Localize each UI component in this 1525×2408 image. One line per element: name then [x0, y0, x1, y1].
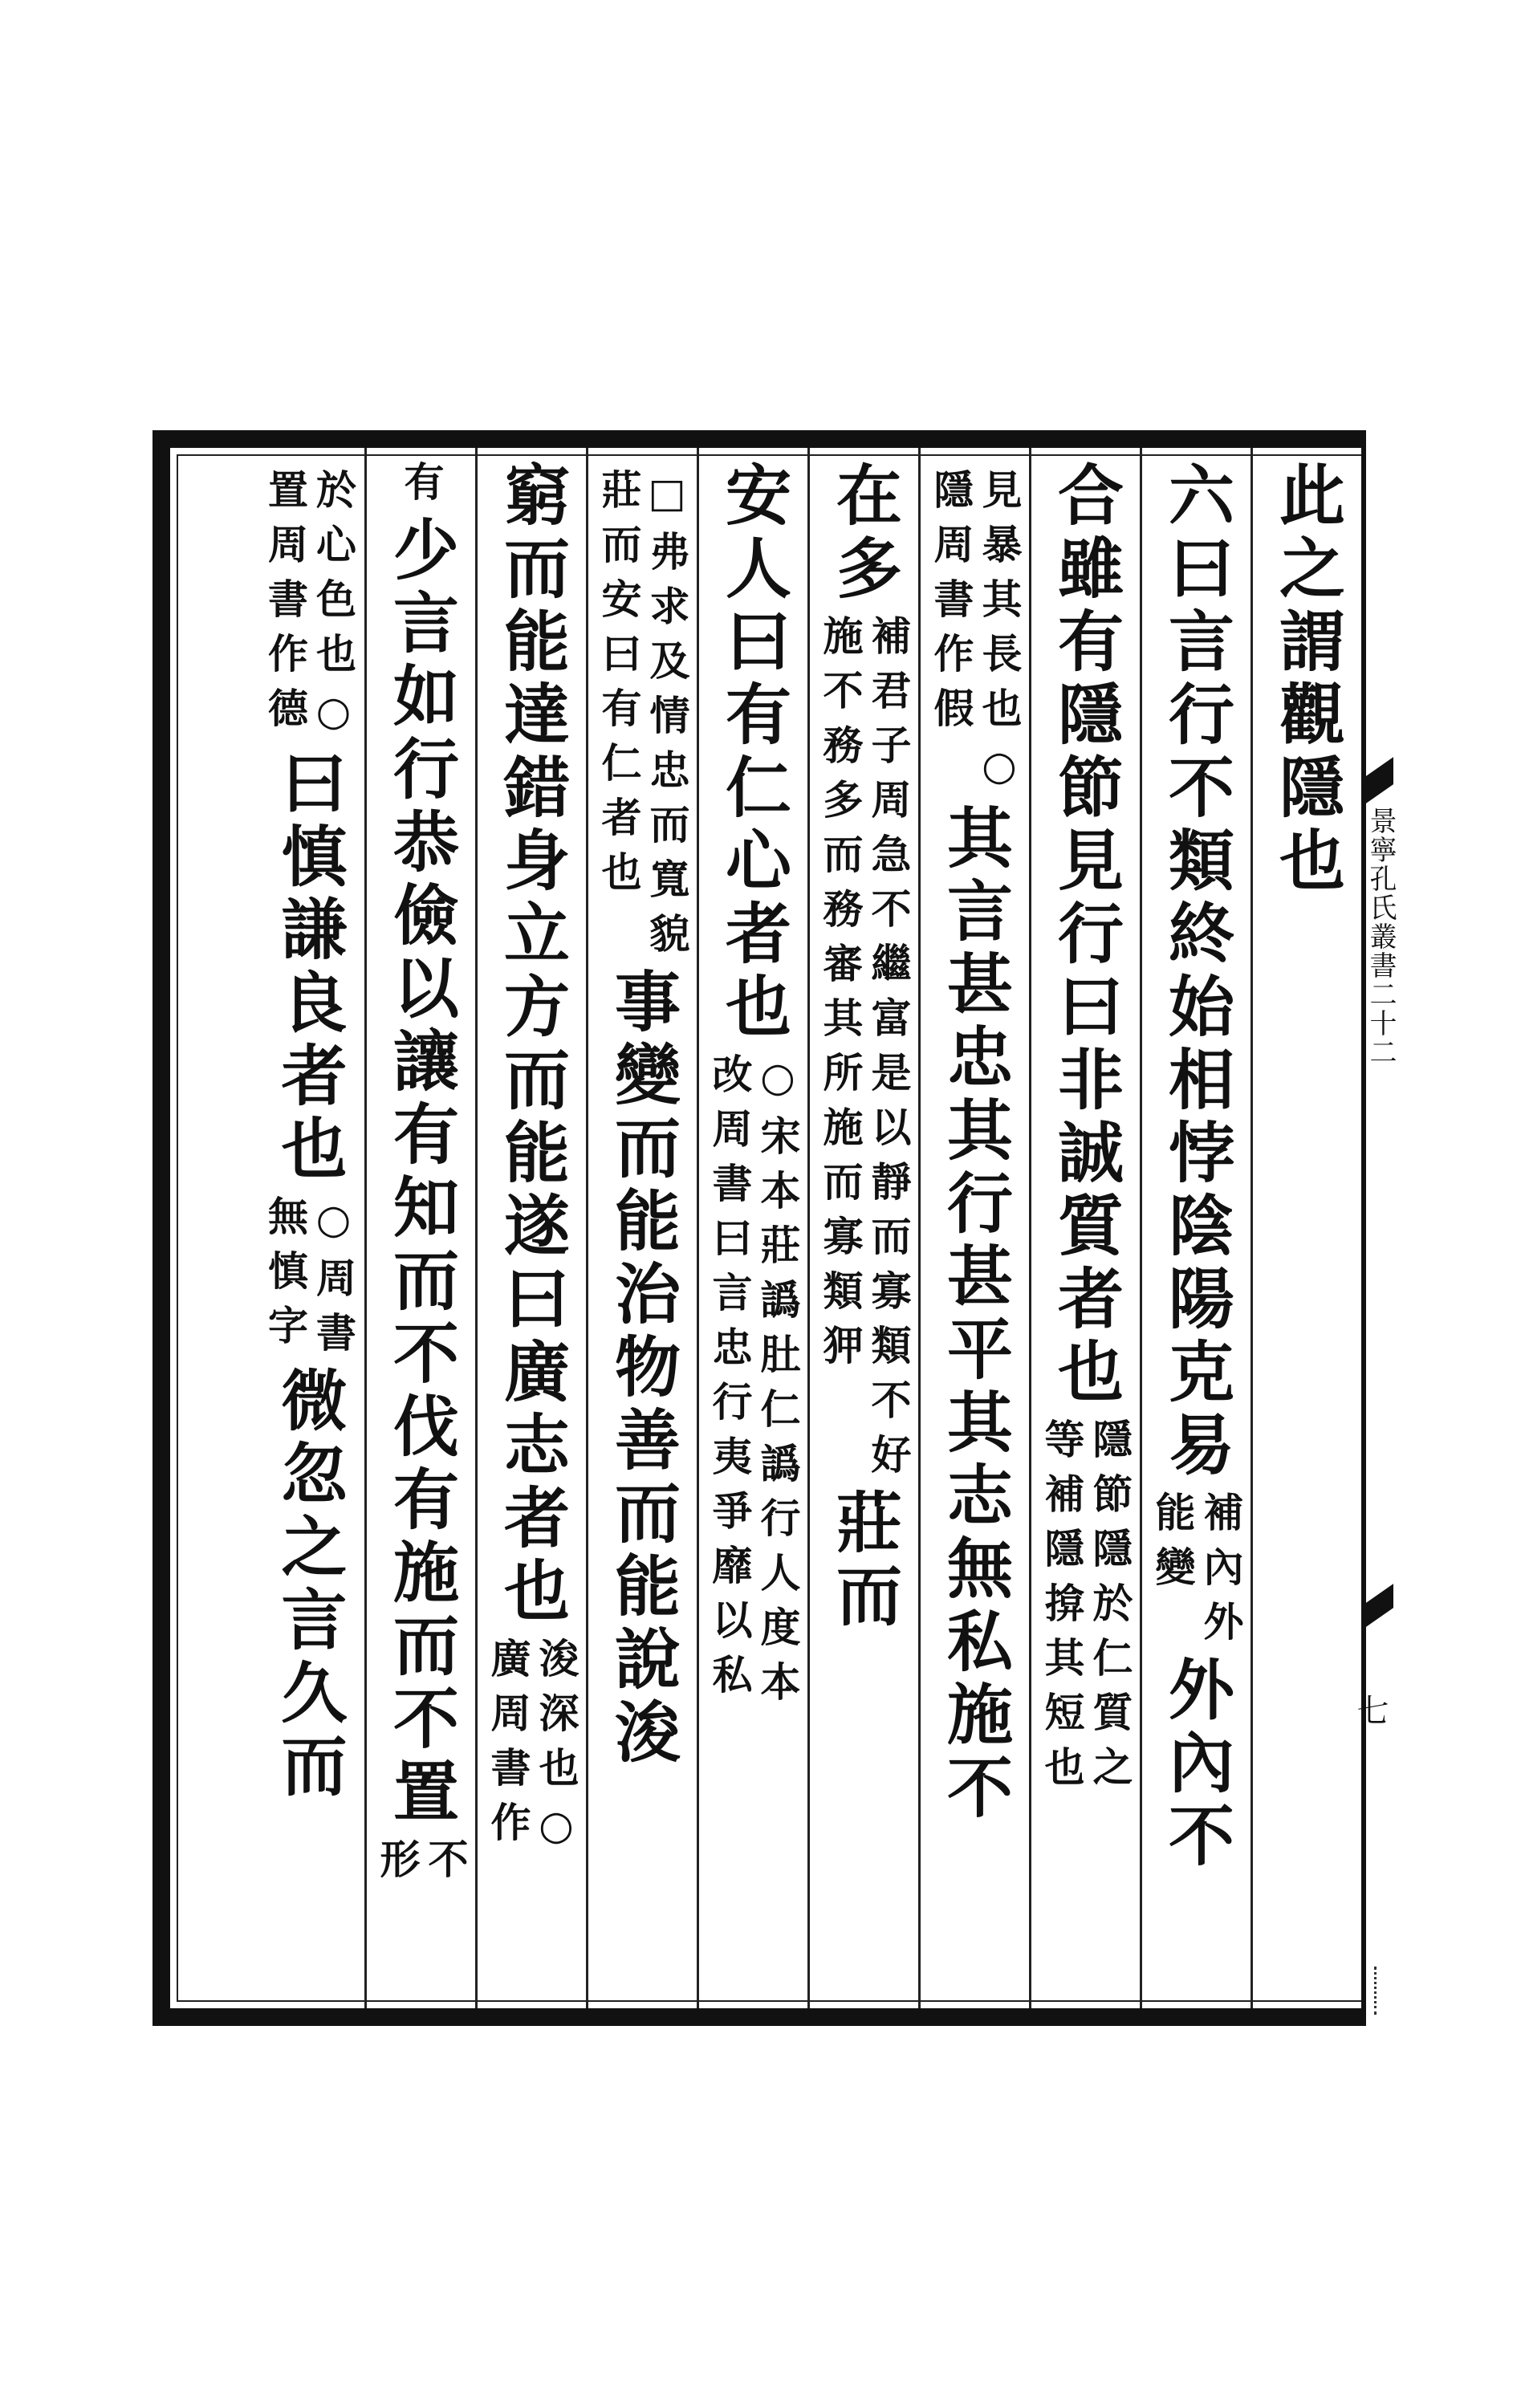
fold-dotted-mark	[1374, 1967, 1381, 2015]
annotation-pair	[1039, 1418, 1133, 1800]
annotation-left: 形	[373, 1838, 421, 1893]
column-content	[1035, 448, 1137, 2008]
column-content	[371, 448, 472, 2008]
annotation-pair	[262, 469, 356, 749]
annotation-pair	[929, 469, 1022, 803]
annotation-right: 見暴其長也○	[975, 469, 1023, 803]
column-content	[703, 448, 804, 2008]
page-fold-strip	[1352, 430, 1401, 2026]
annotation-right: ○周書	[310, 1195, 357, 1366]
annotation-right: 不	[421, 1838, 470, 1893]
annotation-left: 隱周書作假	[927, 469, 975, 742]
main-text: 窮而能達錯身立方而能遂曰廣志者也	[493, 461, 571, 1629]
main-text: 在多	[825, 461, 903, 607]
main-text: 事變而能治物善而能說浚	[604, 967, 681, 1771]
fold-book-title: 景寧孔氏叢書二十二	[1364, 807, 1397, 1067]
annotation-pair	[707, 1053, 800, 1715]
main-text: 合雖有隱節見行曰非誠質者也	[1047, 461, 1124, 1410]
text-columns	[170, 448, 1361, 2008]
annotation-right: 補君子周急不繼富是以靜而寡類不好	[864, 615, 913, 1488]
annotation-pair	[486, 1637, 579, 1863]
main-text: 少言如行恭儉以讓有知而不伐有施而不置	[382, 515, 460, 1830]
main-text: 其言甚忠其行甚平其志無私施不	[936, 803, 1014, 1826]
annotation-right: ○宋本莊譌肚仁譌行人度本	[754, 1053, 802, 1715]
main-text: 安人曰有仁心者也	[714, 461, 792, 1045]
text-column-5	[807, 448, 918, 2008]
main-text: 莊而	[825, 1488, 903, 1634]
annotation-left: 無慎字	[262, 1195, 309, 1359]
annotation-right: 隱節隱於仁質之	[1086, 1418, 1134, 1800]
annotation-pair	[596, 469, 689, 967]
annotation-left: 置周書作德	[262, 469, 309, 742]
column-content	[925, 448, 1026, 2008]
main-text: 外內不	[1157, 1655, 1235, 1874]
annotation-right: 浚深也○	[532, 1637, 580, 1863]
column-content	[258, 448, 360, 2008]
text-column-9	[364, 448, 475, 2008]
text-column-8	[475, 448, 586, 2008]
column-content	[482, 448, 583, 2008]
text-column-1	[1250, 448, 1361, 2008]
annotation-pair	[818, 615, 911, 1488]
text-column-7	[586, 448, 697, 2008]
column-content	[814, 448, 915, 2008]
text-column-2	[1140, 448, 1250, 2008]
main-text: 微忽之言久而	[270, 1366, 348, 1804]
text-column-4	[918, 448, 1029, 2008]
text-column-6	[697, 448, 807, 2008]
column-content	[1146, 448, 1247, 2008]
annotation-left: 等補隱揜其短也	[1038, 1418, 1086, 1800]
annotation-left: 施不務多而務審其所施而寡類狎	[816, 615, 864, 1379]
annotation-right: 補內外	[1197, 1491, 1245, 1655]
main-text: 曰慎謙良者也	[270, 749, 348, 1187]
annotation-left: 能變	[1149, 1491, 1197, 1601]
main-text: 此之謂觀隱也	[1268, 461, 1346, 899]
annotation-right: 於心色也○	[310, 469, 357, 749]
text-column-3	[1029, 448, 1140, 2008]
column-content	[592, 448, 693, 2008]
fold-page-number: 七	[1352, 1694, 1389, 1726]
annotation-pair	[1150, 1491, 1243, 1655]
annotation-left: 莊而安曰有仁者也	[595, 469, 643, 905]
annotation-pair	[375, 1838, 468, 1893]
annotation-left: 廣周書作	[484, 1637, 532, 1856]
text-column-10	[254, 448, 364, 2008]
annotation-top: 有	[397, 461, 445, 515]
annotation-right: □弗求及情忠而寬貌	[643, 469, 691, 967]
annotation-pair	[262, 1195, 356, 1366]
main-text: 六曰言行不類終始相悖陰陽克易	[1157, 461, 1235, 1483]
annotation-left: 改周書曰言忠行夷爭靡以私	[706, 1053, 754, 1708]
